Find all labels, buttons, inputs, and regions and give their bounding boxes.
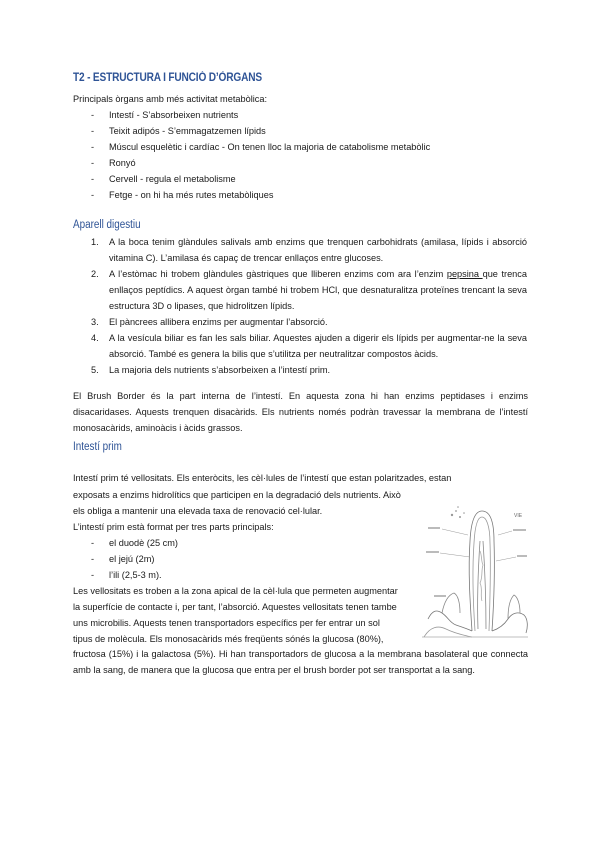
organ-item: Ronyó: [109, 158, 136, 168]
underlined-term: pepsina: [446, 269, 483, 279]
bullet-dash: -: [91, 126, 95, 136]
intro-text: Principals òrgans amb més activitat metabòlica:: [73, 94, 268, 104]
intestine-part: el jejú (2m): [109, 554, 155, 564]
bullet-dash: -: [91, 174, 95, 184]
numbered-item: [109, 267, 527, 314]
organ-item: Teixit adipós - S’emmagatzemen lípids: [109, 126, 266, 136]
paragraph-line: Intestí prim té vellositats. Els enteròcits, les cèl·lules de l’intestí que estan polaritzades, estan: [73, 473, 452, 483]
paragraph: fructosa (15%) i la galactosa (5%). Hi han transportadors de glucosa a la membrana basolateral que connecta amb la sang, de manera que la glucosa que entra per el brush border pot ser transportat a la sang.: [73, 649, 528, 675]
intestine-part: l’ili (2,5-3 m).: [109, 570, 162, 580]
numbered-item: El pàncrees allibera enzims per augmentar l’absorció.: [109, 317, 328, 327]
section-heading: Intestí prim: [73, 441, 122, 453]
list-number: 4.: [91, 333, 99, 343]
organ-item: Fetge - on hi ha més rutes metabòliques: [109, 190, 274, 200]
list-number: 5.: [91, 365, 99, 375]
organ-item: Intestí - S’absorbeixen nutrients: [109, 110, 239, 120]
paragraph-line: els obliga a mantenir una elevada taxa de renovació cel·lular.: [73, 506, 323, 516]
paragraph-line: uns microbilis. Aquests tenen transportadors específics per fer entrar un sol: [73, 618, 380, 628]
bullet-dash: -: [91, 570, 95, 580]
list-number: 2.: [91, 269, 99, 279]
organ-item: Múscul esquelètic i cardíac - On tenen lloc la majoria de catabolisme metabòlic: [109, 142, 431, 152]
numbered-item: A la boca tenim glàndules salivals amb enzims que trenquen carbohidrats (amilasa, lípids i absorció vitamina C). L’amilasa és capaç de trencar enllaços entre glucoses.: [109, 237, 527, 263]
intestine-part: el duodè (25 cm): [109, 538, 178, 548]
item-text: A l’estòmac hi trobem glàndules gàstriques que lliberen enzims com ara l’enzim: [109, 269, 447, 279]
bullet-dash: -: [91, 142, 95, 152]
list-number: 1.: [91, 237, 99, 247]
paragraph-line: tipus de molècula. Els monosacàrids més freqüents sónés la glucosa (80%),: [73, 634, 384, 644]
bullet-dash: -: [91, 554, 95, 564]
villus-illustration: [420, 491, 530, 639]
numbered-item: La majoria dels nutrients s’absorbeixen a l’intestí prim.: [109, 365, 331, 375]
parts-intro: L’intestí prim està format per tres parts principals:: [73, 522, 274, 532]
paragraph-line: exposats a enzims hidrolítics que participen en la degradació dels nutrients. Això: [73, 490, 401, 500]
list-number: 3.: [91, 317, 99, 327]
section-heading: Aparell digestiu: [73, 219, 141, 231]
bullet-dash: -: [91, 110, 95, 120]
bullet-dash: -: [91, 538, 95, 548]
figure-label: VIE: [514, 513, 523, 519]
paragraph-line: la superfície de contacte i, per tant, l’absorció. Aquestes vellositats tenen tambe: [73, 602, 397, 612]
document-title: T2 - ESTRUCTURA I FUNCIÓ D’ÒRGANS: [73, 72, 262, 84]
organ-item: Cervell - regula el metabolisme: [109, 174, 236, 184]
bullet-dash: -: [91, 190, 95, 200]
item-text: que trenca enllaços peptídics. A aquest òrgan també hi trobem HCl, que desnaturalitza proteïnes trencant la seva estructura 3D o lipases, que hidrolitzen lípids.: [109, 269, 527, 311]
brush-border-paragraph: El Brush Border és la part interna de l’intestí. En aquesta zona hi han enzims peptidases i enzims disacaridases. Aquests trenquen disacàrids. Els nutrients només podràn travessar la membrana de l’intestí monosacàrids, aminoàcis i àcids grassos.: [73, 391, 528, 433]
paragraph-line: Les vellositats es troben a la zona apical de la cèl·lula que permeten augmentar: [73, 586, 398, 596]
bullet-dash: -: [91, 158, 95, 168]
numbered-item: A la vesícula biliar es fan les sals biliar. Aquestes ajuden a digerir els lípids per augmentar-ne la seva absorció. També es genera la bilis que s’utilitza per neutralitzar compostos àcids.: [109, 333, 527, 359]
